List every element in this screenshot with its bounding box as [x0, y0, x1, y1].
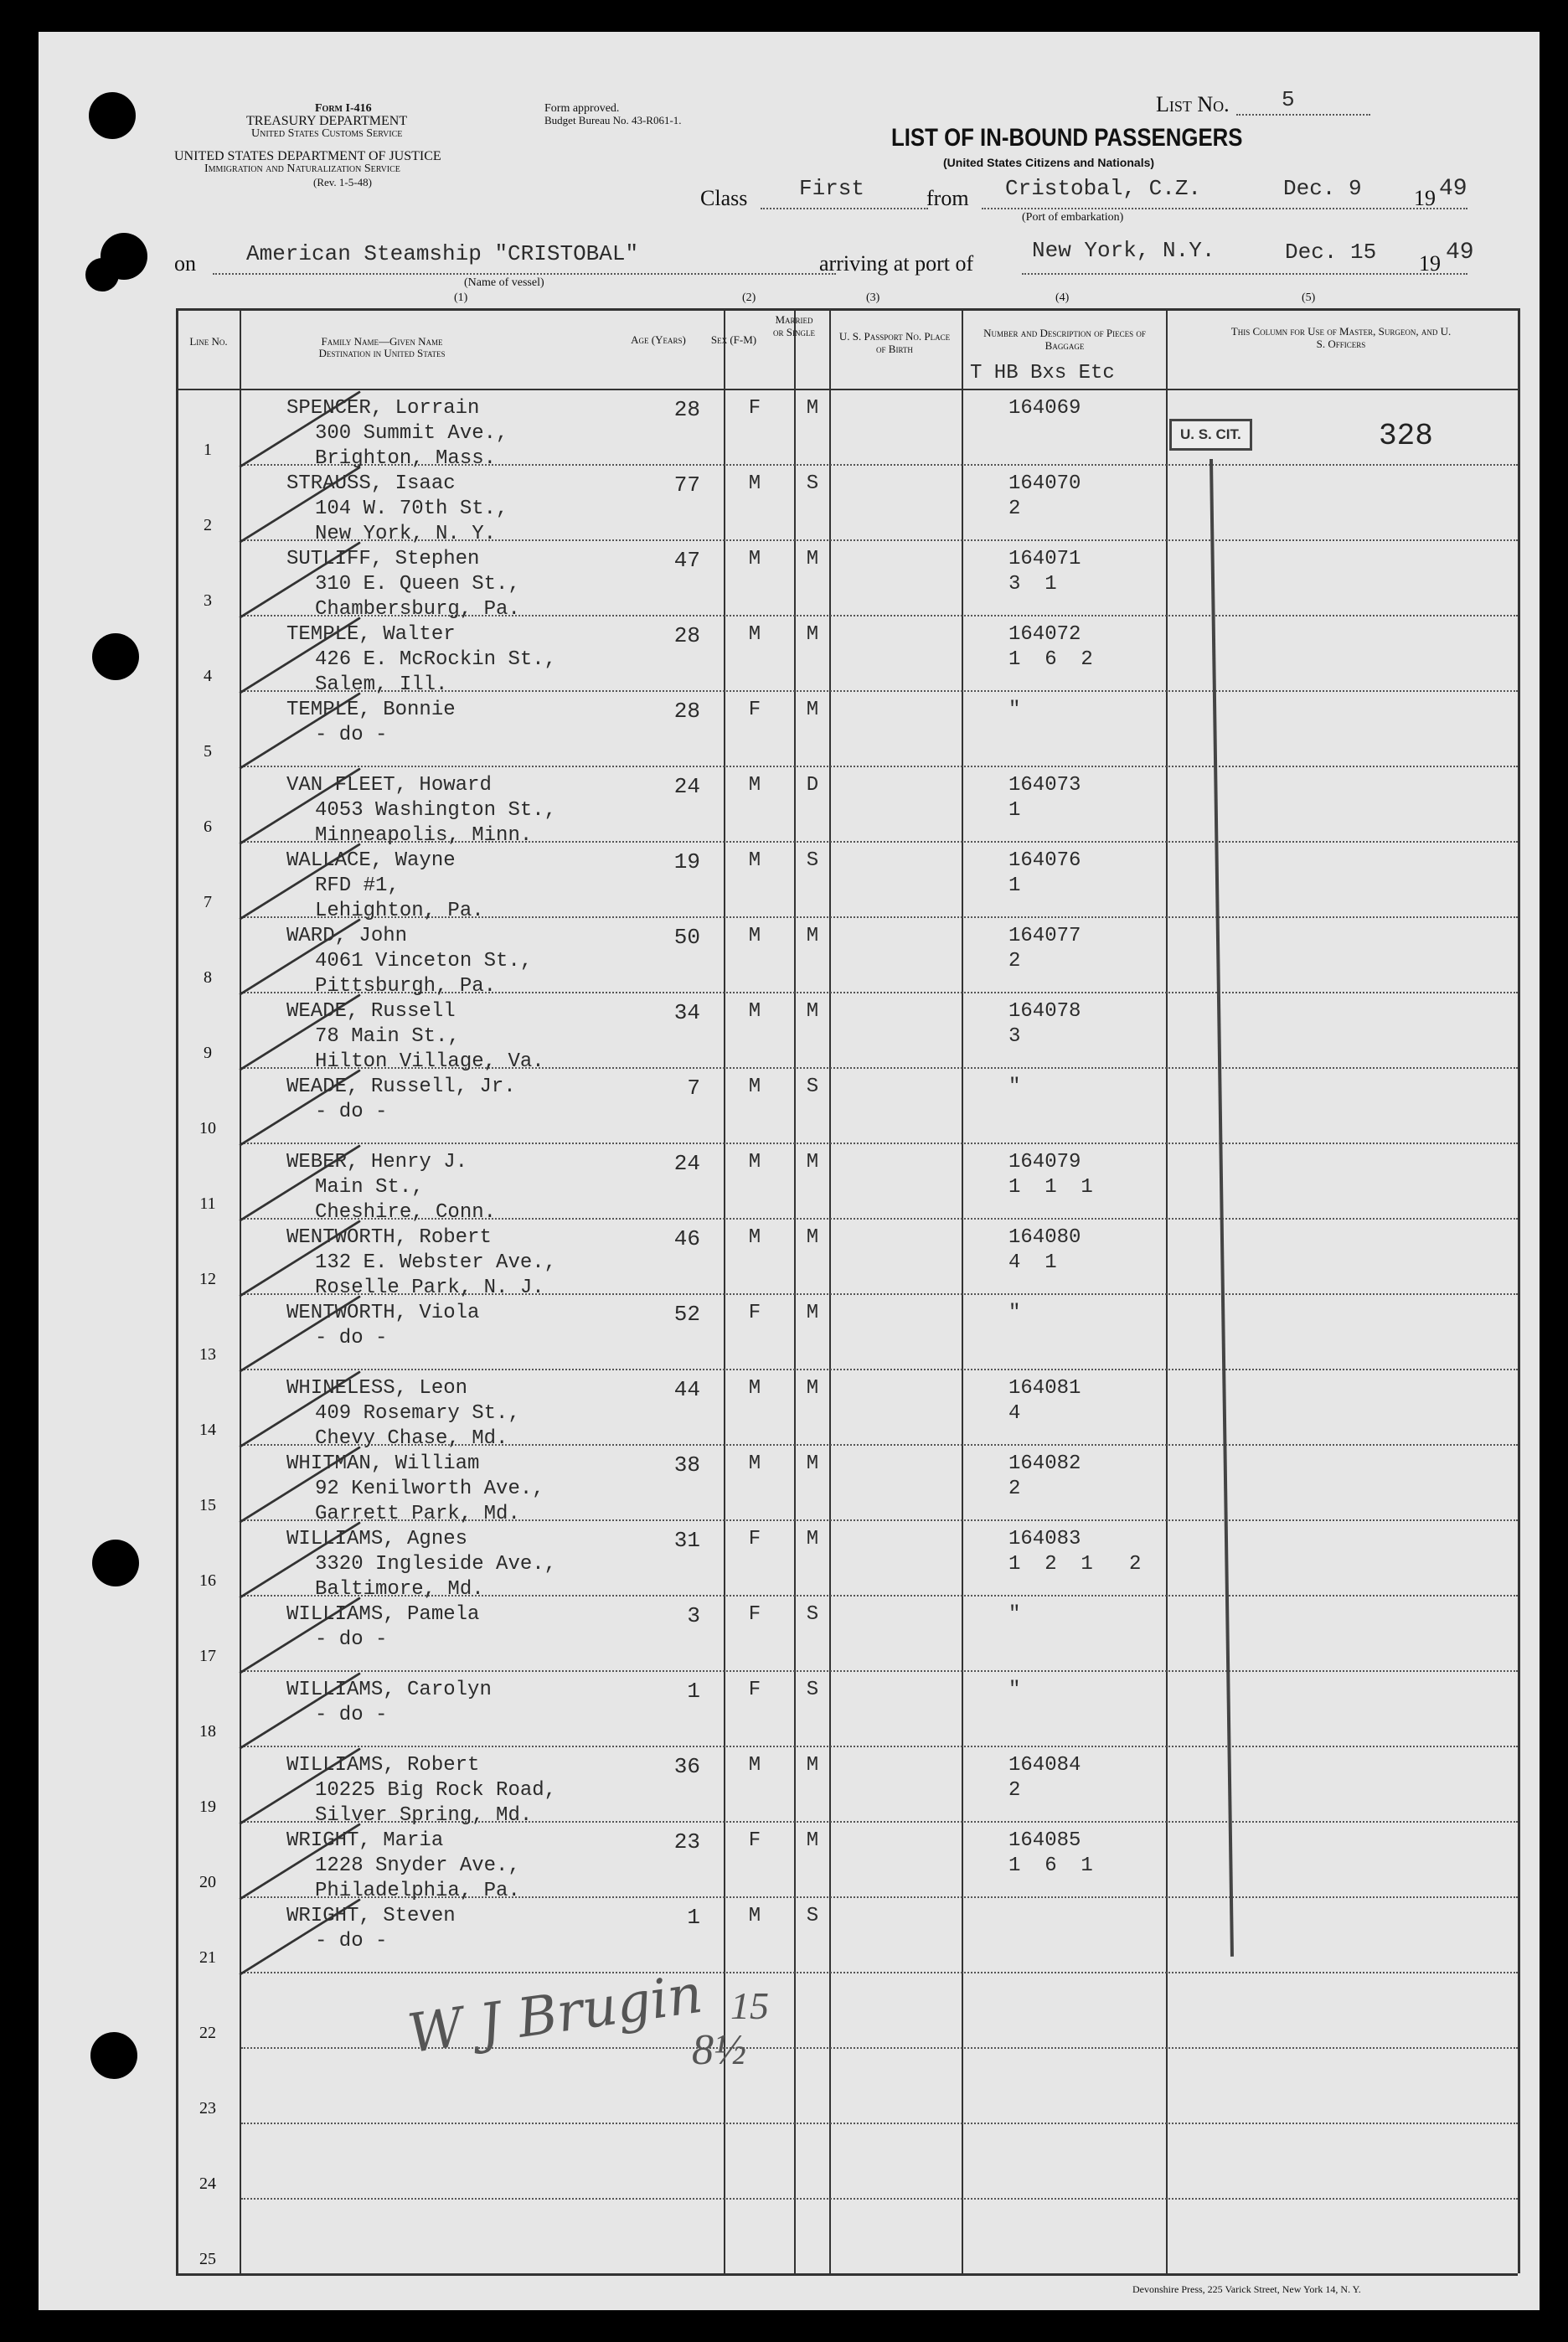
passenger-city: Chevy Chase, Md.	[315, 1427, 508, 1450]
baggage-pieces: 2	[1008, 950, 1021, 972]
passenger-marital: S	[806, 1905, 819, 1927]
passenger-name: WEADE, Russell	[286, 1000, 456, 1023]
baggage-pieces: 1 2 1 2	[1008, 1553, 1142, 1576]
baggage-pieces: 1 1 1	[1008, 1176, 1093, 1199]
punch-hole	[92, 633, 139, 680]
passenger-sex: F	[748, 699, 761, 721]
passenger-name: WEADE, Russell, Jr.	[286, 1076, 516, 1098]
passenger-address: - do -	[315, 1930, 388, 1953]
line-number: 24	[199, 2174, 216, 2193]
baggage-number: 164081	[1008, 1377, 1081, 1400]
embark-year: 49	[1439, 176, 1467, 202]
baggage-pieces: 1 6 2	[1008, 648, 1093, 671]
line-number: 17	[199, 1647, 216, 1665]
passenger-sex: M	[748, 1076, 761, 1098]
baggage-number: 164071	[1008, 548, 1081, 570]
passenger-age: 38	[673, 1452, 700, 1478]
passenger-name: WILLIAMS, Pamela	[286, 1603, 480, 1626]
passenger-marital: M	[806, 925, 819, 947]
customs-service: United States Customs Service	[251, 127, 403, 140]
header-line-no: Line No.	[189, 335, 228, 348]
line-number: 16	[199, 1571, 216, 1590]
passenger-sex: F	[748, 1603, 761, 1626]
passenger-age: 28	[673, 397, 700, 422]
passenger-city: Salem, Ill.	[315, 673, 448, 696]
passenger-sex: M	[748, 1000, 761, 1023]
line-number: 11	[199, 1194, 216, 1213]
baggage-number: 164077	[1008, 925, 1081, 947]
manifest-page	[39, 32, 1540, 2310]
line-number: 19	[199, 1798, 216, 1816]
baggage-number: 164085	[1008, 1829, 1081, 1852]
passenger-age: 28	[673, 699, 700, 724]
from-label: from	[926, 186, 969, 210]
passenger-name: WRIGHT, Steven	[286, 1905, 456, 1927]
passenger-city: Garrett Park, Md.	[315, 1503, 520, 1525]
header-name: Family Name—Given Name	[321, 335, 443, 348]
baggage-number: 164083	[1008, 1528, 1081, 1550]
line-number: 4	[204, 667, 212, 685]
baggage-pieces: 3	[1008, 1025, 1021, 1048]
passenger-address: 3320 Ingleside Ave.,	[315, 1553, 557, 1576]
passenger-sex: M	[748, 548, 761, 570]
passenger-sex: M	[748, 925, 761, 947]
officer-bracket-line	[1210, 459, 1234, 1957]
punch-hole	[85, 258, 119, 291]
passenger-name: WILLIAMS, Carolyn	[286, 1679, 492, 1701]
passenger-address: 300 Summit Ave.,	[315, 422, 508, 445]
header-baggage-typed: T HB Bxs Etc	[970, 362, 1115, 384]
passenger-age: 77	[673, 472, 700, 498]
passenger-address: - do -	[315, 1628, 388, 1651]
passenger-age: 24	[673, 1151, 700, 1176]
line-number: 21	[199, 1948, 216, 1967]
passenger-sex: M	[748, 1905, 761, 1927]
passenger-address: 10225 Big Rock Road,	[315, 1779, 557, 1802]
baggage-number: 164076	[1008, 849, 1081, 872]
passenger-sex: M	[748, 1377, 761, 1400]
header-sex: Sex (F-M)	[710, 333, 757, 346]
budget-bureau: Budget Bureau No. 43-R061-1.	[544, 114, 682, 126]
passenger-address: - do -	[315, 1704, 388, 1726]
baggage-pieces: 1	[1008, 799, 1021, 822]
baggage-pieces: 2	[1008, 498, 1021, 520]
passenger-marital: M	[806, 1302, 819, 1324]
line-number: 1	[204, 441, 212, 459]
baggage-number: 164080	[1008, 1226, 1081, 1249]
col-number-2: (2)	[742, 291, 756, 304]
arrival-year: 49	[1446, 240, 1474, 266]
printer-footer: Devonshire Press, 225 Varick Street, New York 14, N. Y.	[1132, 2283, 1361, 2295]
line-number: 25	[199, 2250, 216, 2268]
passenger-marital: S	[806, 472, 819, 495]
line-number: 2	[204, 516, 212, 534]
passenger-age: 19	[673, 849, 700, 874]
baggage-number: "	[1008, 1302, 1021, 1324]
baggage-number: 164073	[1008, 774, 1081, 797]
passenger-age: 23	[673, 1829, 700, 1855]
baggage-pieces: 2	[1008, 1478, 1021, 1500]
baggage-number: 164069	[1008, 397, 1081, 420]
passenger-city: Minneapolis, Minn.	[315, 824, 533, 847]
baggage-pieces: 4	[1008, 1402, 1021, 1425]
form-approved: Form approved.	[544, 102, 620, 115]
passenger-marital: M	[806, 1000, 819, 1023]
line-number: 22	[199, 2024, 216, 2042]
col-number-1: (1)	[454, 291, 468, 304]
passenger-marital: M	[806, 1754, 819, 1777]
passenger-age: 36	[673, 1754, 700, 1779]
passenger-city: Cheshire, Conn.	[315, 1201, 497, 1224]
passenger-city: Pittsburgh, Pa.	[315, 975, 497, 998]
row-separator	[241, 766, 1518, 767]
passenger-sex: M	[748, 1151, 761, 1174]
passenger-address: RFD #1,	[315, 874, 400, 897]
passenger-address: 426 E. McRockin St.,	[315, 648, 557, 671]
tally-top: 15	[730, 1984, 769, 2027]
passenger-name: VAN FLEET, Howard	[286, 774, 492, 797]
passenger-address: 409 Rosemary St.,	[315, 1402, 520, 1425]
line-number: 12	[199, 1270, 216, 1288]
from-value: Cristobal, C.Z.	[1005, 176, 1202, 201]
arrival-date: Dec. 15	[1285, 240, 1377, 265]
revision-date: (Rev. 1-5-48)	[313, 176, 372, 188]
baggage-pieces: 1 6 1	[1008, 1855, 1093, 1877]
passenger-city: Philadelphia, Pa.	[315, 1880, 520, 1902]
passenger-address: - do -	[315, 1327, 388, 1349]
passenger-marital: S	[806, 1076, 819, 1098]
line-number: 15	[199, 1496, 216, 1514]
passenger-name: TEMPLE, Walter	[286, 623, 456, 646]
passenger-sex: M	[748, 1754, 761, 1777]
passenger-sex: M	[748, 849, 761, 872]
baggage-number: "	[1008, 1076, 1021, 1098]
col-number-4: (4)	[1055, 291, 1070, 304]
passenger-sex: F	[748, 1302, 761, 1324]
passenger-marital: M	[806, 623, 819, 646]
line-number: 10	[199, 1119, 216, 1137]
passenger-age: 1	[687, 1679, 700, 1704]
line-number: 7	[204, 893, 212, 911]
punch-hole	[90, 2032, 137, 2079]
passenger-name: WHITMAN, William	[286, 1452, 480, 1475]
class-value: First	[799, 176, 865, 201]
baggage-number: 164078	[1008, 1000, 1081, 1023]
on-label: on	[174, 251, 196, 276]
baggage-pieces: 3 1	[1008, 573, 1057, 596]
form-subtitle: (United States Citizens and Nationals)	[943, 156, 1155, 169]
passenger-marital: M	[806, 1226, 819, 1249]
passenger-marital: M	[806, 1829, 819, 1852]
baggage-pieces: 1	[1008, 874, 1021, 897]
passenger-age: 44	[673, 1377, 700, 1402]
passenger-name: WARD, John	[286, 925, 408, 947]
passenger-address: 104 W. 70th St.,	[315, 498, 508, 520]
form-title: LIST OF IN-BOUND PASSENGERS	[891, 124, 1243, 152]
row-separator	[241, 2198, 1518, 2200]
passenger-marital: M	[806, 548, 819, 570]
passenger-age: 24	[673, 774, 700, 799]
header-destination: Destination in United States	[318, 347, 446, 359]
passenger-name: WENTWORTH, Robert	[286, 1226, 492, 1249]
passenger-sex: F	[748, 1679, 761, 1701]
header-passport: U. S. Passport No. Place of Birth	[838, 330, 951, 355]
line-number: 18	[199, 1722, 216, 1741]
col-number-3: (3)	[866, 291, 880, 304]
passenger-marital: M	[806, 1528, 819, 1550]
ins-service: Immigration and Naturalization Service	[204, 162, 400, 175]
line-number: 14	[199, 1421, 216, 1439]
passenger-address: 1228 Snyder Ave.,	[315, 1855, 520, 1877]
passenger-address: 4061 Vinceton St.,	[315, 950, 533, 972]
passenger-city: Baltimore, Md.	[315, 1578, 484, 1601]
passenger-address: 4053 Washington St.,	[315, 799, 557, 822]
passenger-age: 3	[687, 1603, 700, 1628]
form-number: Form I-416	[315, 102, 372, 115]
baggage-number: 164082	[1008, 1452, 1081, 1475]
passenger-marital: M	[806, 1151, 819, 1174]
officer-signature: W J Brugin	[404, 1963, 707, 2066]
passenger-city: Hilton Village, Va.	[315, 1050, 544, 1073]
header-age: Age (Years)	[631, 333, 686, 346]
passenger-address: 78 Main St.,	[315, 1025, 460, 1048]
us-citizen-stamp	[1169, 419, 1252, 451]
arrival-year-prefix: 19	[1419, 251, 1441, 276]
line-number: 13	[199, 1345, 216, 1364]
passenger-sex: F	[748, 1829, 761, 1852]
passenger-name: WENTWORTH, Viola	[286, 1302, 480, 1324]
row-separator	[241, 1746, 1518, 1747]
passenger-name: SPENCER, Lorrain	[286, 397, 480, 420]
list-no-value: 5	[1282, 87, 1295, 112]
passenger-city: Lehighton, Pa.	[315, 900, 484, 922]
passenger-marital: S	[806, 849, 819, 872]
passenger-address: Main St.,	[315, 1176, 424, 1199]
passenger-name: WILLIAMS, Robert	[286, 1754, 480, 1777]
line-number: 9	[204, 1044, 212, 1062]
list-no-label: List No.	[1156, 92, 1230, 116]
passenger-marital: M	[806, 1452, 819, 1475]
passenger-marital: S	[806, 1679, 819, 1701]
passenger-name: SUTLIFF, Stephen	[286, 548, 480, 570]
passenger-address: - do -	[315, 724, 388, 746]
baggage-pieces: 2	[1008, 1779, 1021, 1802]
treasury-dept: TREASURY DEPARTMENT	[246, 114, 408, 128]
passenger-address: 310 E. Queen St.,	[315, 573, 520, 596]
passenger-marital: S	[806, 1603, 819, 1626]
passenger-name: WILLIAMS, Agnes	[286, 1528, 468, 1550]
passenger-marital: M	[806, 1377, 819, 1400]
passenger-sex: F	[748, 397, 761, 420]
passenger-address: 132 E. Webster Ave.,	[315, 1251, 557, 1274]
passenger-city: Roselle Park, N. J.	[315, 1277, 544, 1299]
passenger-age: 34	[673, 1000, 700, 1025]
embark-year-prefix: 19	[1414, 186, 1436, 210]
line-number: 20	[199, 1873, 216, 1891]
row-separator	[241, 1670, 1518, 1672]
passenger-sex: F	[748, 1528, 761, 1550]
baggage-number: 164070	[1008, 472, 1081, 495]
passenger-name: STRAUSS, Isaac	[286, 472, 456, 495]
passenger-marital: D	[806, 774, 819, 797]
passenger-sex: M	[748, 774, 761, 797]
arriving-label: arriving at port of	[819, 251, 974, 276]
line-number: 8	[204, 968, 212, 987]
passenger-age: 28	[673, 623, 700, 648]
line-number: 6	[204, 818, 212, 836]
passenger-age: 1	[687, 1905, 700, 1930]
passenger-marital: M	[806, 699, 819, 721]
row-separator	[241, 1369, 1518, 1370]
passenger-city: Brighton, Mass.	[315, 447, 497, 470]
row-separator	[241, 1143, 1518, 1144]
baggage-number: "	[1008, 1603, 1021, 1626]
punch-hole	[92, 1540, 139, 1586]
passenger-marital: M	[806, 397, 819, 420]
passenger-sex: M	[748, 623, 761, 646]
row-separator	[241, 2123, 1518, 2124]
page-total: 328	[1379, 419, 1433, 453]
arrival-port: New York, N.Y.	[1032, 238, 1215, 263]
stamp-text: U. S. CIT.	[1180, 426, 1241, 442]
header-officers: This Column for Use of Master, Surgeon, and U. S. Officers	[1230, 325, 1452, 350]
passenger-address: - do -	[315, 1101, 388, 1123]
baggage-pieces: 4 1	[1008, 1251, 1057, 1274]
passenger-address: 92 Kenilworth Ave.,	[315, 1478, 544, 1500]
vessel-name: American Steamship "CRISTOBAL"	[246, 241, 639, 266]
passenger-age: 47	[673, 548, 700, 573]
baggage-number: "	[1008, 1679, 1021, 1701]
baggage-number: "	[1008, 699, 1021, 721]
line-number: 3	[204, 591, 212, 610]
header-married: Married or Single	[773, 313, 815, 338]
col-number-5: (5)	[1302, 291, 1316, 304]
passenger-city: Silver Spring, Md.	[315, 1804, 533, 1827]
passenger-sex: M	[748, 1452, 761, 1475]
passenger-sex: M	[748, 472, 761, 495]
tally-bottom: 8½	[692, 2026, 746, 2074]
line-number: 5	[204, 742, 212, 761]
baggage-number: 164072	[1008, 623, 1081, 646]
passenger-age: 50	[673, 925, 700, 950]
passenger-name: WRIGHT, Maria	[286, 1829, 444, 1852]
passenger-age: 7	[687, 1076, 700, 1101]
passenger-name: TEMPLE, Bonnie	[286, 699, 456, 721]
passenger-city: New York, N. Y.	[315, 523, 497, 545]
passenger-age: 52	[673, 1302, 700, 1327]
passenger-name: WHINELESS, Leon	[286, 1377, 468, 1400]
justice-dept: UNITED STATES DEPARTMENT OF JUSTICE	[174, 149, 441, 163]
passenger-city: Chambersburg, Pa.	[315, 598, 520, 621]
baggage-number: 164084	[1008, 1754, 1081, 1777]
vessel-caption: (Name of vessel)	[464, 276, 544, 289]
punch-hole	[89, 92, 136, 139]
passenger-name: WEBER, Henry J.	[286, 1151, 468, 1174]
line-number: 23	[199, 2099, 216, 2118]
passenger-sex: M	[748, 1226, 761, 1249]
passenger-name: WALLACE, Wayne	[286, 849, 456, 872]
class-label: Class	[700, 186, 748, 210]
baggage-number: 164079	[1008, 1151, 1081, 1174]
embark-date: Dec. 9	[1283, 176, 1362, 201]
header-baggage: Number and Description of Pieces of Baggage	[983, 327, 1146, 352]
row-separator	[241, 1972, 1518, 1973]
passenger-age: 31	[673, 1528, 700, 1553]
passenger-age: 46	[673, 1226, 700, 1251]
port-embark-caption: (Port of embarkation)	[1022, 211, 1124, 224]
